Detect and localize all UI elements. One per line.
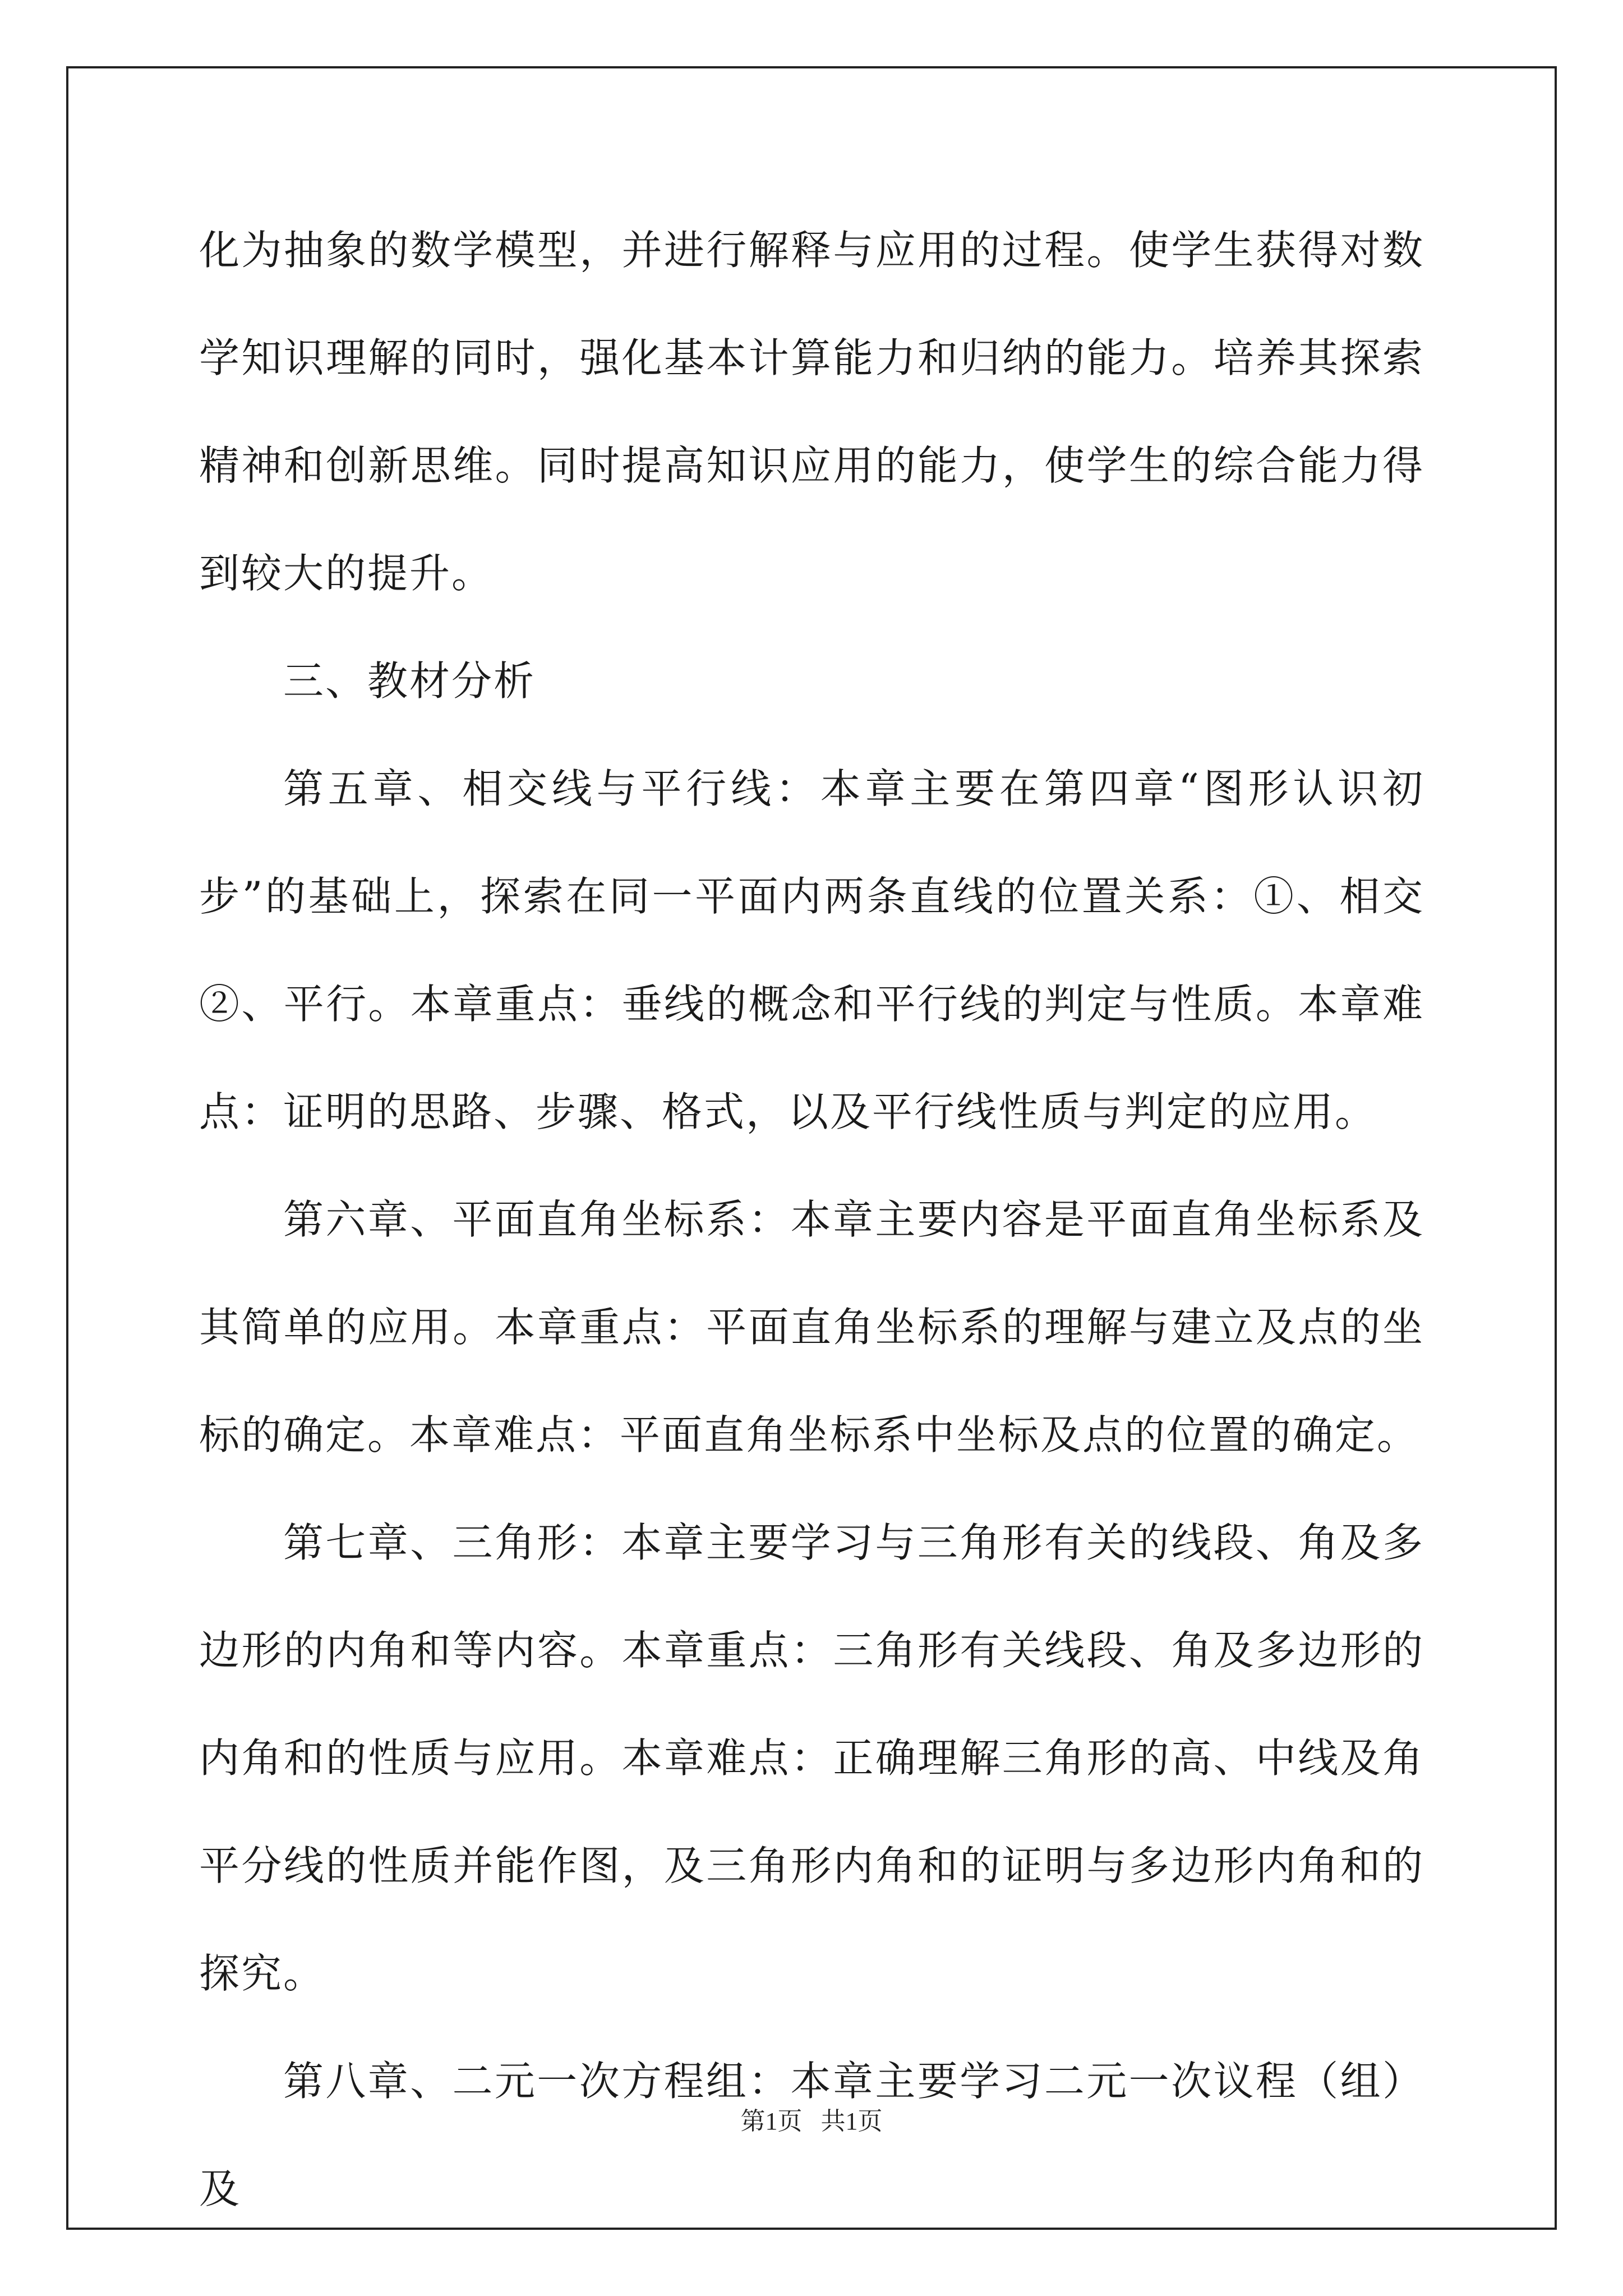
section-heading: 三、教材分析 xyxy=(283,657,536,705)
paragraph-chapter-7: 第七章、三角形：本章主要学习与三角形有关的线段、角及多边形的内角和等内容。本章重点：三角形有关线段、角及多边形的内角和的性质与应用。本章难点：正确理解三角形的高、中线及角平分线的性质并能作图，及三角形内角和的证明与多边形内角和的探究。 xyxy=(199,1519,1424,1997)
paragraph-1: 化为抽象的数学模型，并进行解释与应用的过程。使学生获得对数学知识理解的同时，强化基本计算能力和归纳的能力。培养其探索精神和创新思维。同时提高知识应用的能力，使学生的综合能力得到较大的提升。 xyxy=(199,227,1424,597)
paragraph-chapter-6: 第六章、平面直角坐标系：本章主要内容是平面直角坐标系及其简单的应用。本章重点：平面直角坐标系的理解与建立及点的坐标的确定。本章难点：平面直角坐标系中坐标及点的位置的确定。 xyxy=(199,1196,1424,1458)
paragraph-chapter-5: 第五章、相交线与平行线：本章主要在第四章“图形认识初步”的基础上，探索在同一平面内两条直线的位置关系：①、相交 ②、平行。本章重点：垂线的概念和平行线的判定与性质。本章难点：证明的思路、步骤、格式，以及平行线性质与判定的应用。 xyxy=(199,765,1424,1135)
page-footer: 第1页 共1页 xyxy=(740,2108,883,2135)
document-body xyxy=(199,196,1424,2243)
paragraph-chapter-8: 第八章、二元一次方程组：本章主要学习二元一次议程（组）及 xyxy=(199,2058,1424,2212)
